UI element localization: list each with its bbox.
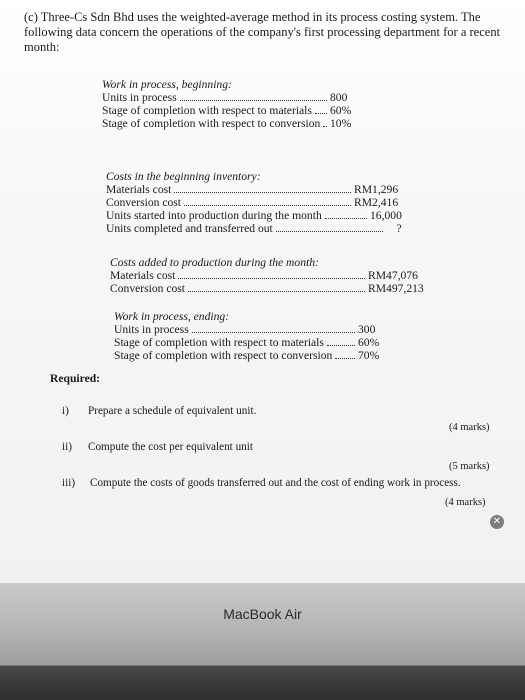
leader-dots	[323, 125, 327, 127]
leader-dots	[327, 344, 355, 346]
row-value: RM1,296	[354, 183, 399, 196]
row-label: Materials cost	[110, 269, 176, 282]
close-icon[interactable]: ✕	[490, 515, 504, 529]
leader-dots	[192, 331, 355, 333]
data-row	[102, 104, 358, 117]
wip-ending-heading: Work in process, ending:	[114, 310, 230, 323]
wip-ending-block	[114, 310, 386, 362]
leader-dots	[184, 204, 351, 206]
row-value: 800	[330, 91, 348, 104]
question-number: i)	[62, 405, 69, 417]
row-label: Units in process	[114, 323, 189, 336]
data-row	[110, 269, 430, 282]
added-costs-block	[110, 256, 430, 295]
data-row	[114, 323, 386, 336]
row-value: 16,000	[370, 209, 402, 222]
row-value: 60%	[330, 104, 352, 117]
row-value: RM47,076	[368, 269, 418, 282]
row-label: Stage of completion with respect to materials	[114, 336, 324, 349]
row-label: Units in process	[102, 91, 177, 104]
leader-dots	[276, 230, 383, 232]
row-value: 70%	[358, 349, 380, 362]
question-marks: (5 marks)	[449, 461, 490, 472]
leader-dots	[180, 99, 327, 101]
leader-dots	[325, 217, 367, 219]
required-label: Required:	[50, 372, 101, 385]
question-number: ii)	[62, 441, 72, 453]
row-label: Materials cost	[106, 183, 172, 196]
leader-dots	[188, 290, 365, 292]
row-label: Conversion cost	[106, 196, 182, 209]
row-value: 300	[358, 323, 376, 336]
row-label: Stage of completion with respect to materials	[102, 104, 312, 117]
data-row	[106, 196, 412, 209]
beginning-costs-heading: Costs in the beginning inventory:	[106, 170, 261, 183]
wip-beginning-heading: Work in process, beginning:	[102, 78, 232, 91]
intro-paragraph: (c) Three-Cs Sdn Bhd uses the weighted-average method in its process costing system. The following data concern the operations of the company's first processing department for a recent month:	[24, 10, 501, 54]
row-label: Stage of completion with respect to conversion	[102, 117, 321, 130]
data-row	[106, 222, 412, 235]
wip-beginning-block	[102, 78, 358, 130]
question-number: iii)	[62, 477, 76, 489]
row-label: Stage of completion with respect to conversion	[114, 349, 333, 362]
question-text: Compute the cost per equivalent unit	[88, 441, 253, 453]
laptop-bezel	[0, 583, 525, 700]
row-value: 60%	[358, 336, 380, 349]
added-costs-heading: Costs added to production during the month:	[110, 256, 319, 269]
question-marks: (4 marks)	[449, 422, 490, 433]
data-row	[102, 117, 358, 130]
data-row	[106, 183, 412, 196]
leader-dots	[315, 112, 327, 114]
question-text: Compute the costs of goods transferred out and the cost of ending work in process.	[90, 477, 461, 489]
question-text: Prepare a schedule of equivalent unit.	[88, 405, 257, 417]
row-label: Units completed and transferred out	[106, 222, 273, 235]
row-value: ?	[396, 222, 402, 235]
data-row	[114, 336, 386, 349]
row-value: RM497,213	[368, 282, 424, 295]
leader-dots	[335, 357, 355, 359]
data-row	[106, 209, 412, 222]
leader-dots	[174, 191, 351, 193]
data-row	[110, 282, 430, 295]
data-row	[114, 349, 386, 362]
data-row	[102, 91, 358, 104]
row-label: Units started into production during the month	[106, 209, 322, 222]
row-value: 10%	[330, 117, 352, 130]
leader-dots	[178, 277, 365, 279]
row-value: RM2,416	[354, 196, 399, 209]
row-label: Conversion cost	[110, 282, 186, 295]
beginning-costs-block	[106, 170, 412, 235]
question-marks: (4 marks)	[445, 497, 486, 508]
laptop-brand-label: MacBook Air	[223, 606, 302, 622]
